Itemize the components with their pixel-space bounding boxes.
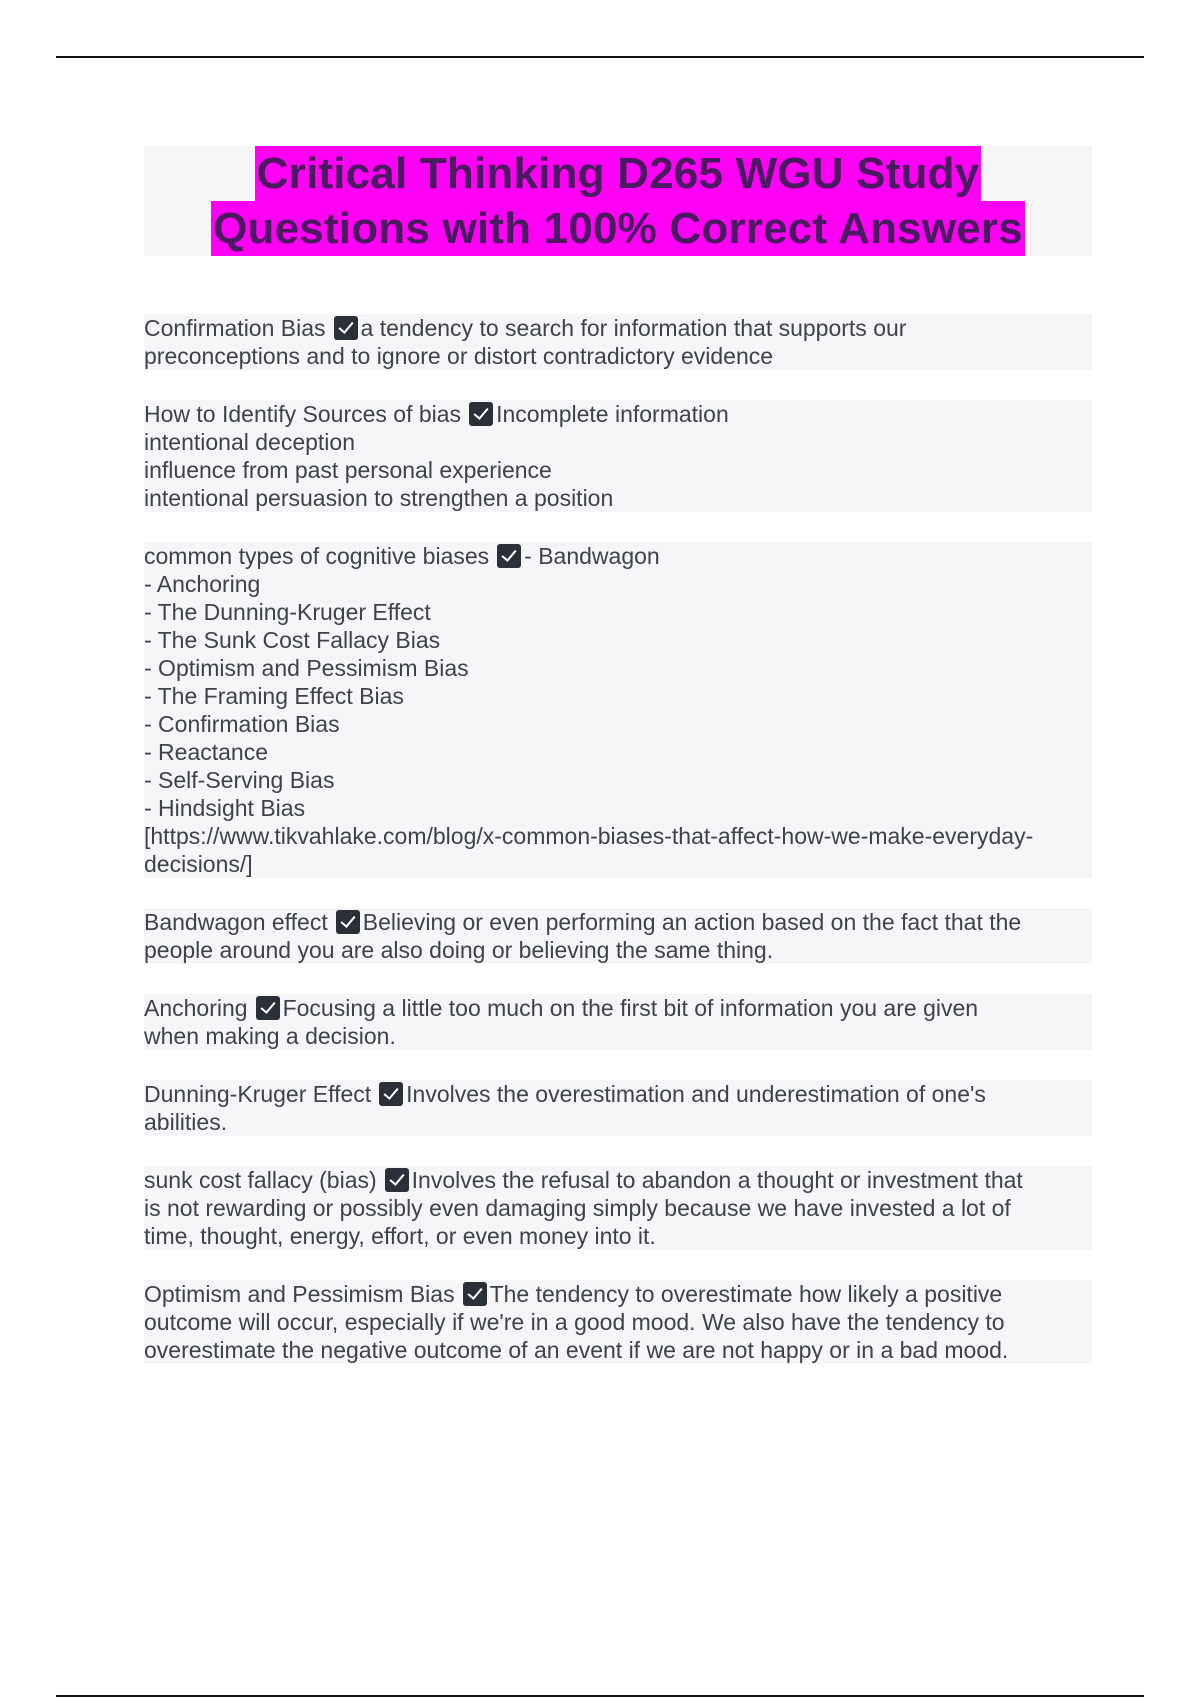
document-title bbox=[144, 146, 1092, 256]
qa-entry bbox=[144, 542, 1092, 878]
title-line-2: Questions with 100% Correct Answers bbox=[211, 201, 1025, 256]
entry-term: Bandwagon effect bbox=[144, 909, 328, 935]
check-box-icon bbox=[497, 544, 521, 568]
entry-answer-line: The tendency to overestimate how likely a positive bbox=[489, 1281, 1003, 1307]
entry-answer-line: preconceptions and to ignore or distort contradictory evidence bbox=[144, 343, 774, 369]
entry-answer-line: - Anchoring bbox=[144, 571, 261, 597]
check-box-icon bbox=[334, 316, 358, 340]
check-box-icon bbox=[463, 1282, 487, 1306]
qa-entry bbox=[144, 1080, 1092, 1136]
top-rule bbox=[56, 56, 1144, 58]
qa-entry bbox=[144, 994, 1092, 1050]
entry-term: common types of cognitive biases bbox=[144, 543, 490, 569]
entry-answer-line: Believing or even performing an action based on the fact that the bbox=[362, 909, 1022, 935]
entry-answer-line: - Confirmation Bias bbox=[144, 711, 340, 737]
entry-answer-line: - The Dunning-Kruger Effect bbox=[144, 599, 431, 625]
entry-answer-line: - Reactance bbox=[144, 739, 269, 765]
entry-answer-line: Focusing a little too much on the first bit of information you are given bbox=[282, 995, 979, 1021]
entry-answer-line: Involves the refusal to abandon a thought or investment that bbox=[411, 1167, 1023, 1193]
qa-list bbox=[144, 314, 1092, 1364]
entry-term: How to Identify Sources of bias bbox=[144, 401, 462, 427]
entry-term: Optimism and Pessimism Bias bbox=[144, 1281, 455, 1307]
entry-answer-line: influence from past personal experience bbox=[144, 457, 552, 483]
source-link-continued[interactable]: decisions/] bbox=[144, 851, 253, 877]
check-box-icon bbox=[385, 1168, 409, 1192]
qa-entry bbox=[144, 1166, 1092, 1250]
qa-entry bbox=[144, 1280, 1092, 1364]
qa-entry bbox=[144, 400, 1092, 512]
check-box-icon bbox=[336, 910, 360, 934]
document-body bbox=[144, 146, 1092, 1394]
entry-term: Confirmation Bias bbox=[144, 315, 326, 341]
entry-answer-line: - The Sunk Cost Fallacy Bias bbox=[144, 627, 441, 653]
entry-answer-line: a tendency to search for information that supports our bbox=[360, 315, 907, 341]
entry-answer-line: is not rewarding or possibly even damaging simply because we have invested a lot of bbox=[144, 1195, 1011, 1221]
entry-answer-line: - Bandwagon bbox=[524, 543, 660, 569]
entry-answer-line: people around you are also doing or believing the same thing. bbox=[144, 937, 774, 963]
entry-answer-line: abilities. bbox=[144, 1109, 228, 1135]
source-link[interactable]: [https://www.tikvahlake.com/blog/x-common-biases-that-affect-how-we-make-everyday- bbox=[144, 823, 1034, 849]
entry-answer-line: - Self-Serving Bias bbox=[144, 767, 335, 793]
entry-answer-line: intentional deception bbox=[144, 429, 355, 455]
qa-entry bbox=[144, 314, 1092, 370]
entry-term: Anchoring bbox=[144, 995, 248, 1021]
entry-answer-line: Involves the overestimation and underestimation of one's bbox=[406, 1081, 986, 1107]
entry-term: Dunning-Kruger Effect bbox=[144, 1081, 372, 1107]
check-box-icon bbox=[256, 996, 280, 1020]
entry-answer-line: - Optimism and Pessimism Bias bbox=[144, 655, 469, 681]
entry-answer-line: outcome will occur, especially if we're in a good mood. We also have the tendency to bbox=[144, 1309, 1005, 1335]
entry-answer-line: Incomplete information bbox=[496, 401, 729, 427]
title-line-1: Critical Thinking D265 WGU Study bbox=[255, 146, 982, 201]
entry-answer-line: intentional persuasion to strengthen a position bbox=[144, 485, 614, 511]
check-box-icon bbox=[379, 1082, 403, 1106]
entry-answer-line: - Hindsight Bias bbox=[144, 795, 306, 821]
entry-answer-line: time, thought, energy, effort, or even money into it. bbox=[144, 1223, 656, 1249]
entry-answer-line: when making a decision. bbox=[144, 1023, 396, 1049]
entry-answer-line: - The Framing Effect Bias bbox=[144, 683, 404, 709]
entry-answer-line: overestimate the negative outcome of an event if we are not happy or in a bad mood. bbox=[144, 1337, 1009, 1363]
bottom-rule bbox=[56, 1695, 1144, 1697]
qa-entry bbox=[144, 908, 1092, 964]
check-box-icon bbox=[469, 402, 493, 426]
entry-term: sunk cost fallacy (bias) bbox=[144, 1167, 377, 1193]
